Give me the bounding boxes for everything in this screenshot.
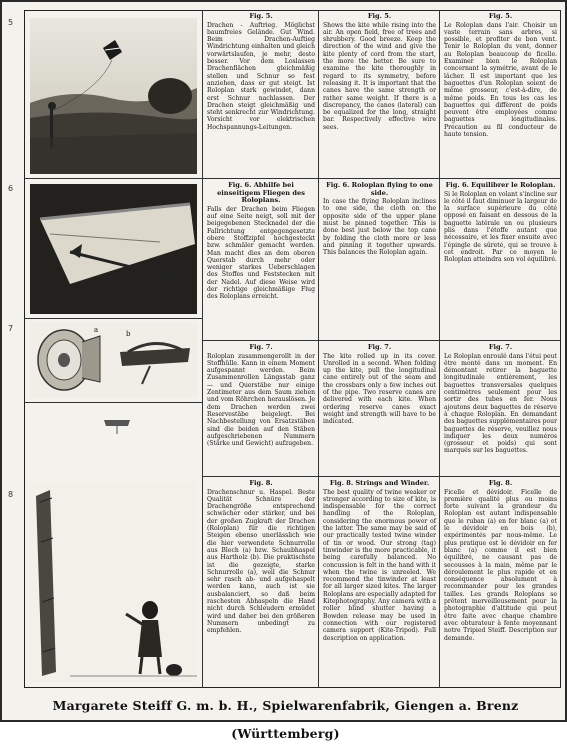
spool-and-winder-photo xyxy=(30,322,197,398)
text-cell-fig6-german xyxy=(203,180,318,339)
cell-body: Le Roloplan dans l'air. Choisir un vaste terrain sans arbres, si possible, et profiter de bon vent. Tenir le Roloplan du vent, donner au Roloplan beaucoup de ficelle. Examiner bien le Roloplan concernant la symétrie, avant de le lâcher. Il est important que les baguettes d'un Roloplan soient de même grosseur, c'est-à-dire, de même poids. En tous les cas les baguettes qui diffèrent de poids peuvent être employées comme baguettes longitudinales. Précaution au fil conducteur de haute tension. xyxy=(444,21,557,139)
cell-heading: Fig. 6. Equilibrer le Roloplan. xyxy=(445,181,556,189)
cell-body: Drachenschnur u. Haspel. Beste Qualität Schnüre der Drachengröße entsprechend schwächer oder stärker, und bei der großen Zugkraft der Drachen (Roloplan) für die richtigen Steigen ebenso unerlässlich wie die hier verwendete Schnurrolle aus Blech (a) bzw. Schaubhaspel aus Hartholz (b). Die praktischste ist die gezeigte, starke Schnurrolle (a), weil die Schnur sehr rasch ab- und aufgehaspelt werden kann, auch ist sie ausbalanciert, so daß beim raschesten Abhaspeln die Hand nicht durch Schleudern ermüdet wird und daher bei den größeren Nummern unbedingt zu empfehlen. xyxy=(207,488,315,635)
row-number-7: 7 xyxy=(8,324,14,333)
cell-heading: Fig. 5. xyxy=(488,12,513,20)
cell-body: Roloplan zusammengerollt in der Stoffhülle. Kann in einem Moment aufgespannt werden. Beim Zusammenrollen Längsstab ganz — und Querstäbe nur einige Zentimeter aus dem Saum ziehen und vom Röhrchen herauslösen. Je dem Drachen werden zwei Reservestäbe beigelegt. Bei Nachbestellung von Ersatzstäben sind die beiden auf den Stäben aufgeschriebenen Nummern (Stärke und Gewicht) aufzugeben. xyxy=(207,352,315,448)
row-divider xyxy=(24,178,202,179)
text-cell-fig6-french xyxy=(440,180,560,339)
cell-body: Si le Roloplan en volant s'incline sur le côté il faut diminuer la largeur de la surface supérieure du côté opposé en faisant en dessous de la baguette latérale un ou plusieurs plis dans l'étoffe autant que nécessaire, et les fixer ensuite avec l'épingle de sûreté, qui se trouve à cet endroit. Par ce moyen le Roloplan atteindra son vol équilibré. xyxy=(444,190,557,264)
cell-heading: Fig. 7. xyxy=(488,343,513,351)
row-divider xyxy=(24,402,202,403)
cell-heading: Fig. 6. Abhilfe bei einseitigem Fliegen des Roloplans. xyxy=(217,181,305,205)
text-cell-fig5-english xyxy=(319,11,439,177)
publisher-footer: Margarete Steiff G. m. b. H., Spielwarenfabrik, Giengen a. Brenz (Württemberg) xyxy=(52,698,519,741)
cell-body: The kite rolled up in its cover. Unrolled in a second. When folding up the kite, pull the longitudinal cane entirely out of the seam and the crossbars only a few inches out of the pipe. Two reserve canes are delivered with each kite. When ordering reserve canes exact weight and strength will have to be indicated. xyxy=(323,352,436,426)
row-number-5: 5 xyxy=(8,18,14,27)
cell-heading: Fig. 5. xyxy=(249,12,273,20)
cell-heading: Fig. 7. xyxy=(249,343,273,351)
text-cell-fig8-german xyxy=(203,478,318,687)
cell-body: Le Roloplan enroulé dans l'étui peut être monté dans un moment. En démontant retirer la baguette longitudinale entièrement, les baguettes transversales quelques centimètres seulement pour les sortir des tubes en fer. Nous ajoutons deux baguettes de réserve à chaque Roloplan. En demandant des baguettes supplémentaires pour baguettes de réserve, veuillez nous indiquer les deux numéros (grosseur et poids) qui sont marqués sur les baguettes. xyxy=(444,352,557,455)
cell-heading: Fig. 7. xyxy=(367,343,392,351)
text-cell-fig5-french xyxy=(440,11,560,177)
row-divider xyxy=(202,340,561,341)
text-cell-fig8-english xyxy=(319,478,439,687)
rolled-kite-and-boy-photo xyxy=(30,482,197,682)
text-cell-fig7-english xyxy=(319,342,439,475)
cell-body: The best quality of twine weaker or stronger according to size of kite, is indispensable for the correct handling of the Roloplan, considering the enormous power of the latter. The same may be said of our practically tested twine winder of tin or wood. Our strong (tag) tinwinder is the more practicable, it being carefully balanced. No concussion is felt in the hand with it when the twine is unreeled. We recommend the tinwinder at least for all larger sized kites. The larger Roloplans are especially adapted for Kitephotography. Any camera with a roller blind shutter having a Bowden release may be used in connection with our registered camera support (Kite-Tripod). Full description on application. xyxy=(323,488,436,642)
row-number-6: 6 xyxy=(8,184,14,193)
cell-heading: Fig. 8. xyxy=(488,479,513,487)
kite-ascent-photo xyxy=(30,18,197,174)
row-divider xyxy=(202,178,561,179)
cell-body: Shows the kite while rising into the air. An open field, free of trees and shrubbery. Good breeze. Keep the direction of the wind and give the kite plenty of cord from the start, the more the better. Be sure to examine the kite thoroughly in regard to its symmetry, before releasing it. It is important that the canes have the same strength or rather same weight. If there is a discrepancy, the canes (lateral) can be equalized for the long, straight bar. Respectively effective wire sees. xyxy=(323,21,436,131)
text-cell-fig7-german xyxy=(203,342,318,475)
text-cell-fig6-english xyxy=(319,180,439,339)
row-number-8: 8 xyxy=(8,490,14,499)
cell-heading: Fig. 5. xyxy=(367,12,392,20)
kite-pin-closeup-photo xyxy=(30,184,197,314)
cell-heading: Fig. 8. Strings and Winder. xyxy=(329,479,430,487)
cell-heading: Fig. 6. Roloplan flying to one side. xyxy=(326,181,433,197)
text-cell-fig5-german xyxy=(203,11,318,177)
small-kite-illustration xyxy=(102,414,132,436)
text-cell-fig7-french xyxy=(440,342,560,475)
cell-body: Falls der Drachen beim Fliegen auf eine Seite neigt, soll mit der beigegebenen Stecknadel der die Fallrichtung entgegengesetzte obere Stoffzipfel hochgesteckt bzw. schmäler gemacht werden. Man macht dies an dem oberen Querstab durch mehr oder weniger starkes Ueberschlagen des Stoffes und Feststecken mit der Nadel. Auf diese Weise wird der richtige gleichmäßige Flug des Roloplans erreicht. xyxy=(207,205,315,301)
cell-body: In case the flying Roloplan inclines to one side, the cloth on the opposite side of the upper plane must be pinned together. This is done best just below the top cane by folding the cloth more or less and pinning it together upwards. This balances the Roloplan again. xyxy=(323,198,436,257)
cell-body: Drachen - Auftrieg. Möglichst baumfreies Gelände. Gut Wind. Beim Drachen-Auftieg Windrichtung einhalten und gleich vorwärtslaufen, je mehr, desto besser. Vor dem Loslassen Drachenflächen gleichmäßig stellen und Schnur so fest anziehen, dass er gut steigt. Ist Roloplan stark gewindet, dann erst Schnur nachlassen. Der Drachen steigt gleichmäßig und steht senkrecht zur Windrichtung. Vorsicht vor elektrischen Hochspannungs-Leitungen. xyxy=(207,21,315,131)
text-cell-fig8-french xyxy=(440,478,560,687)
cell-heading: Fig. 8. xyxy=(249,479,273,487)
cell-body: Ficelle et dévidoir. Ficelle de première qualité plus ou moins forte suivant la grandeur du Roloplan est autant indispensable que le ruban (a) en fer blanc (a) et le dévidoir en bois (b), expérimentés par nous-même. Le plus pratique est le dévidoir en fer blanc (a) comme il est bien équilibré, ne causant pas de secousses à la main, même par le déroulement le plus rapide et en conséquence absolument à recommander pour les grandes tailles. Les grands Roloplans se prêtent merveilleusement pour la photographie d'altitude qui peut être faite avec chaque chambre avec obturateur à fente moyennant notre Tripied Steiff. Description sur demande. xyxy=(444,488,557,642)
row-divider xyxy=(202,476,561,477)
row-divider xyxy=(24,318,202,319)
spool-label-a: a xyxy=(94,326,99,334)
winder-label-b: b xyxy=(126,330,131,338)
